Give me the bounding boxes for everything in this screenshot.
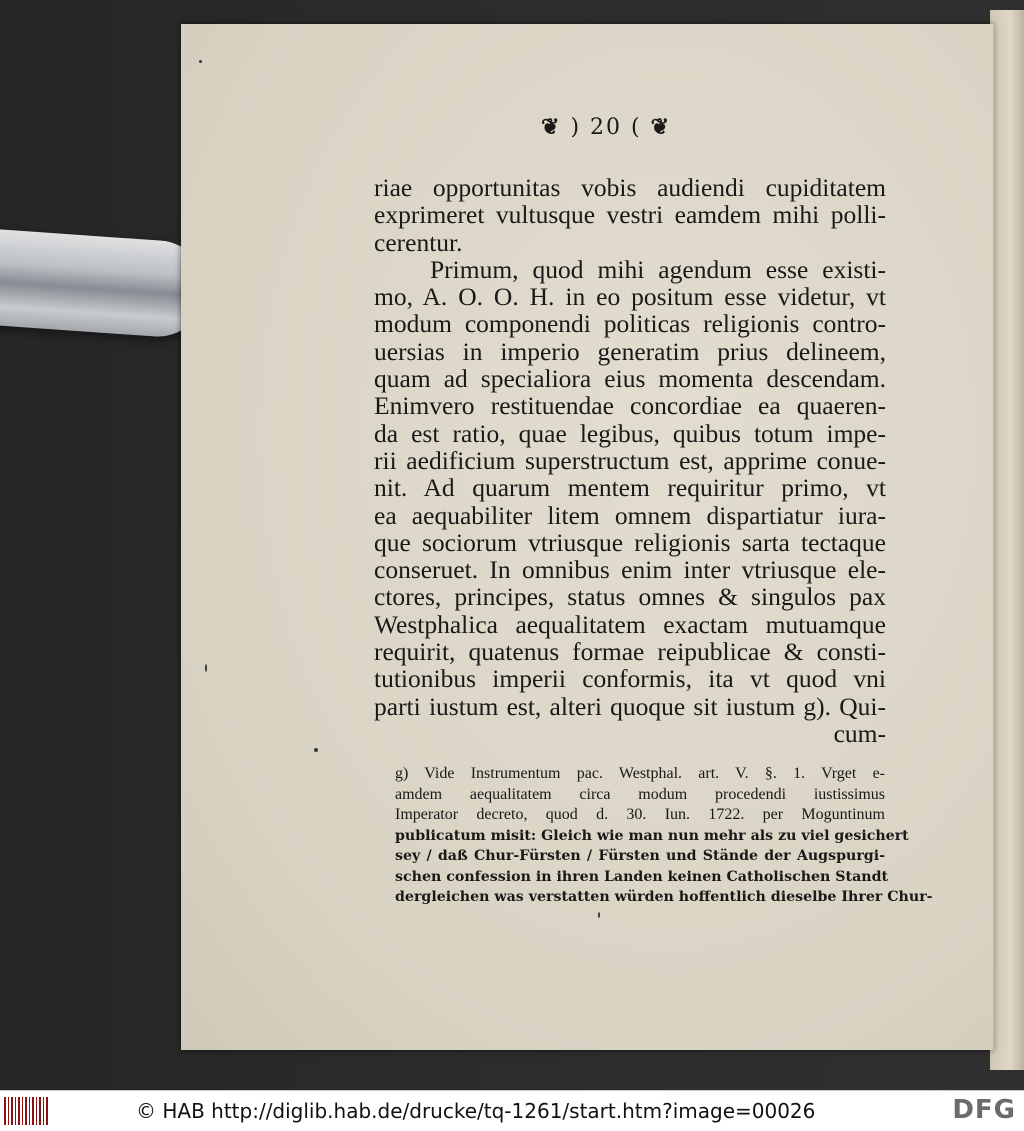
- text-line: requirit, quatenus formae reipublicae & consti-: [374, 637, 886, 667]
- text-line: cerentur.: [374, 227, 463, 257]
- book-edge: [990, 10, 1024, 1070]
- text-line: exprimeret vultusque vestri eamdem mihi polli-: [374, 200, 886, 230]
- footnote-line: sey / daß Chur-Fürsten / Fürsten und Stände der Augspurgi-: [395, 848, 885, 864]
- text-line: Enimvero restituendae concordiae ea quaeren-: [374, 391, 886, 421]
- metal-clip: [0, 228, 209, 340]
- footnote-line: Imperator decreto, quod d. 30. Iun. 1722. per Moguntinum: [395, 806, 885, 823]
- text-line: uersias in imperio generatim prius delineem,: [374, 336, 886, 366]
- text-line: conseruet. In omnibus enim inter vtriusque ele-: [374, 555, 886, 585]
- text-line: parti iustum est, alteri quoque sit iustum g). Qui-: [374, 691, 886, 721]
- viewer-footer: [0, 1090, 1024, 1131]
- text-line: mo, A. O. O. H. in eo positum esse videtur, vt: [374, 282, 886, 312]
- text-line: da est ratio, quae legibus, quibus totum impe-: [374, 418, 886, 448]
- text-line: quam ad specialiora eius momenta descendam.: [374, 364, 886, 394]
- barcode-icon: [4, 1097, 48, 1125]
- footnote: [395, 764, 933, 908]
- book-page: [181, 24, 993, 1050]
- footnote-line: g) Vide Instrumentum pac. Westphal. art. V. §. 1. Vrget e-: [395, 765, 885, 782]
- text-line: que sociorum vtriusque religionis sarta tectaque: [374, 527, 886, 557]
- source-link[interactable]: © HAB http://diglib.hab.de/drucke/tq-1261/start.htm?image=00026: [136, 1099, 816, 1123]
- paper-speck: [205, 664, 207, 672]
- page-number: ) 20 (: [570, 115, 642, 140]
- page-header: [541, 114, 741, 140]
- text-line: ctores, principes, status omnes & singulos pax: [374, 582, 886, 612]
- catchword: cum-: [833, 718, 886, 748]
- text-line: tutionibus imperii conformis, ita vt quod vni: [374, 664, 886, 694]
- body-text: [374, 174, 886, 747]
- paper-speck: [199, 60, 202, 63]
- left-ornament: ❦: [541, 114, 562, 140]
- footnote-line: schen confession in ihren Landen keinen Catholischen Standt: [395, 868, 889, 885]
- text-line: Westphalica aequalitatem exactam mutuamque: [374, 609, 886, 639]
- text-line: nit. Ad quarum mentem requiritur primo, vt: [374, 473, 886, 503]
- text-line: rii aedificium superstructum est, apprime conue-: [374, 445, 886, 475]
- text-line: riae opportunitas vobis audiendi cupiditatem: [374, 173, 886, 202]
- right-ornament: ❦: [650, 114, 672, 140]
- text-line: Primum, quod mihi agendum esse existi-: [430, 254, 886, 284]
- paper-speck: [314, 748, 318, 752]
- footnote-line: amdem aequalitatem circa modum procedendi iustissimus: [395, 785, 885, 803]
- text-line: ea aequabiliter litem omnem dispartiatur iura-: [374, 500, 886, 530]
- text-line: modum componendi politicas religionis contro-: [374, 309, 886, 339]
- footnote-line: publicatum misit: Gleich wie man nun mehr als zu viel gesichert: [395, 827, 909, 844]
- dfg-logo: DFG: [952, 1095, 1016, 1125]
- paper-speck: [598, 912, 600, 918]
- footnote-line: dergleichen was verstatten würden hoffentlich dieselbe Ihrer Chur-: [395, 889, 933, 905]
